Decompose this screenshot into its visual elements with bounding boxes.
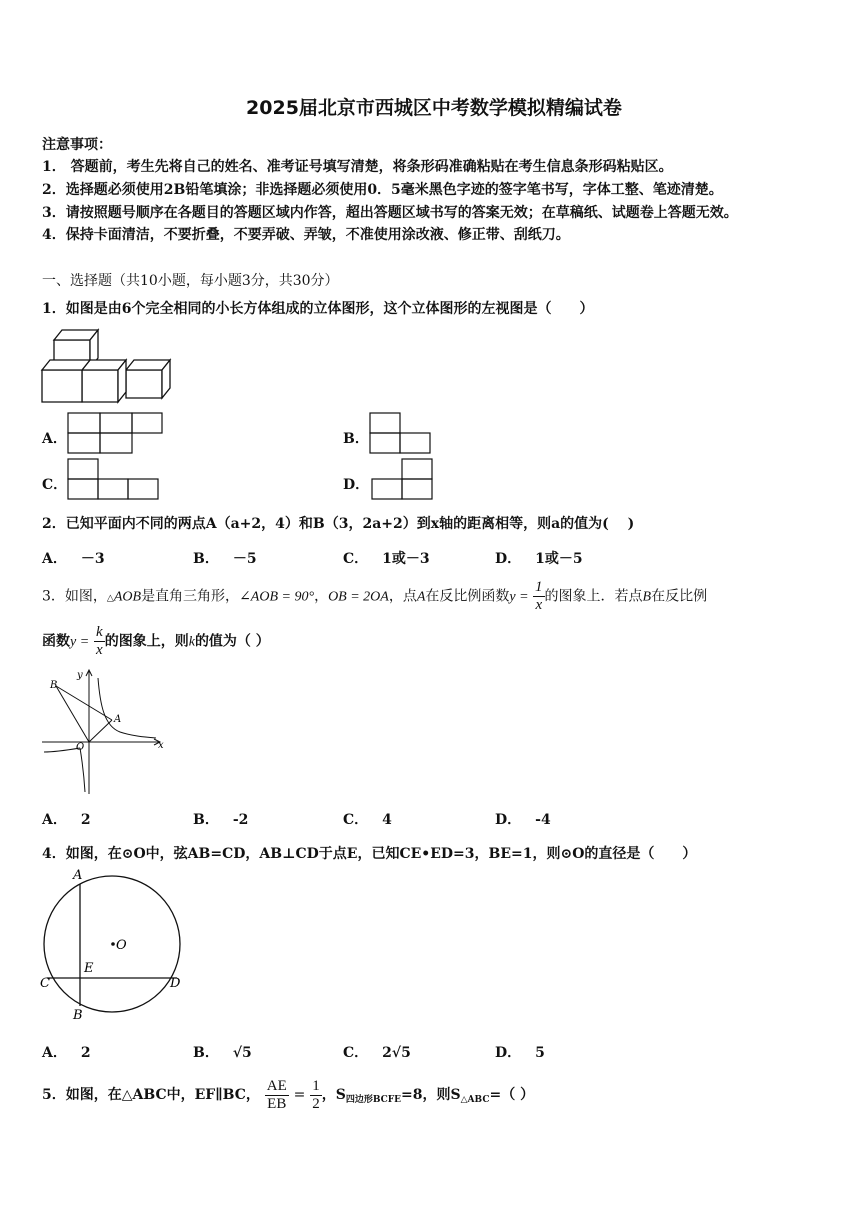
q1-solid-figure xyxy=(40,326,180,406)
q2-option-b[interactable]: B． －5 xyxy=(193,551,257,567)
q3-graph-y-label: y xyxy=(77,670,83,681)
q1-option-c-label: C． xyxy=(42,477,68,493)
notice-item: 3．请按照题号顺序在各题目的答题区域内作答，超出答题区域书写的答案无效；在草稿纸、试题卷上答题无效。 xyxy=(42,205,738,221)
q4-option-a[interactable]: A． 2 xyxy=(42,1045,91,1061)
q4-label-c: C xyxy=(40,976,50,991)
q1-option-c-figure[interactable] xyxy=(67,458,161,502)
q4-circle-figure xyxy=(36,866,188,1024)
q3-option-a[interactable]: A． 2 xyxy=(42,812,91,828)
q4-option-d[interactable]: D． 5 xyxy=(495,1045,545,1061)
q2-option-c[interactable]: C． 1或－3 xyxy=(343,551,430,567)
page-title: 2025届北京市西城区中考数学模拟精编试卷 xyxy=(246,97,622,119)
q3-graph-origin-label: O xyxy=(76,742,85,753)
q1-option-b-figure[interactable] xyxy=(369,412,433,456)
q2-option-a[interactable]: A． －3 xyxy=(42,551,105,567)
q5-stem: 5．如图，在△ABC中，EF∥BC， $\frac{AE}{EB}$ = $\frac{1}{2}$ ，$S_{四边形BCFE}=8$，则$S_{\triangle ABC}=$（ ） xyxy=(42,1077,535,1112)
notice-item: 1． 答题前，考生先将自己的姓名、准考证号填写清楚，将条形码准确粘贴在考生信息条形码粘贴区。 xyxy=(42,159,673,175)
q4-label-e: E xyxy=(84,961,94,976)
q4-label-a: A xyxy=(73,868,83,883)
q1-option-d-figure[interactable] xyxy=(370,458,436,502)
q4-option-b[interactable]: B． √5 xyxy=(193,1045,252,1061)
q1-option-d-label: D． xyxy=(343,477,370,493)
q2-option-d[interactable]: D． 1或－5 xyxy=(495,551,583,567)
q3-graph-b-label: B xyxy=(50,680,58,691)
notice-item: 4．保持卡面清洁，不要折叠，不要弄破、弄皱，不准使用涂改液、修正带、刮纸刀。 xyxy=(42,227,570,243)
section-heading: 一、选择题（共10小题，每小题3分，共30分） xyxy=(42,273,339,289)
q3-stem-line2: 函数y = $\frac{k}{x}$ 的图象上，则k的值为（ ） xyxy=(42,624,270,658)
notice-heading: 注意事项： xyxy=(42,137,112,153)
q3-graph-a-label: A xyxy=(114,714,122,725)
q4-label-d: D xyxy=(170,976,181,991)
q4-label-b: B xyxy=(73,1008,83,1023)
q3-option-d[interactable]: D． -4 xyxy=(495,812,551,828)
q3-option-c[interactable]: C． 4 xyxy=(343,812,392,828)
q4-option-c[interactable]: C． 2√5 xyxy=(343,1045,411,1061)
q1-option-a-label: A． xyxy=(42,431,67,447)
q1-option-a-figure[interactable] xyxy=(67,412,165,456)
q1-stem: 1．如图是由6个完全相同的小长方体组成的立体图形，这个立体图形的左视图是（ ） xyxy=(42,301,594,317)
q3-option-b[interactable]: B． -2 xyxy=(193,812,249,828)
q2-stem: 2．已知平面内不同的两点A（a+2，4）和B（3，2a+2）到x轴的距离相等，则a的值为( ) xyxy=(42,516,635,532)
q3-stem-line1: 3．如图，△AOB是直角三角形，∠AOB = 90°，OB = 2OA，点A在反比例函数y = $\frac{1}{x}$ 的图象上．若点B在反比例 xyxy=(42,579,708,613)
notice-item: 2．选择题必须使用2B铅笔填涂；非选择题必须使用0．5毫米黑色字迹的签字笔书写，字体工整、笔迹清楚。 xyxy=(42,182,723,198)
q4-stem: 4．如图，在⊙O中，弦AB=CD，AB⊥CD于点E，已知CE•ED=3，BE=1，则⊙O的直径是（ ） xyxy=(42,846,697,862)
q1-option-b-label: B． xyxy=(343,431,369,447)
q3-graph xyxy=(40,664,170,800)
q4-label-o: O xyxy=(116,938,127,953)
q3-graph-x-label: x xyxy=(158,740,164,751)
